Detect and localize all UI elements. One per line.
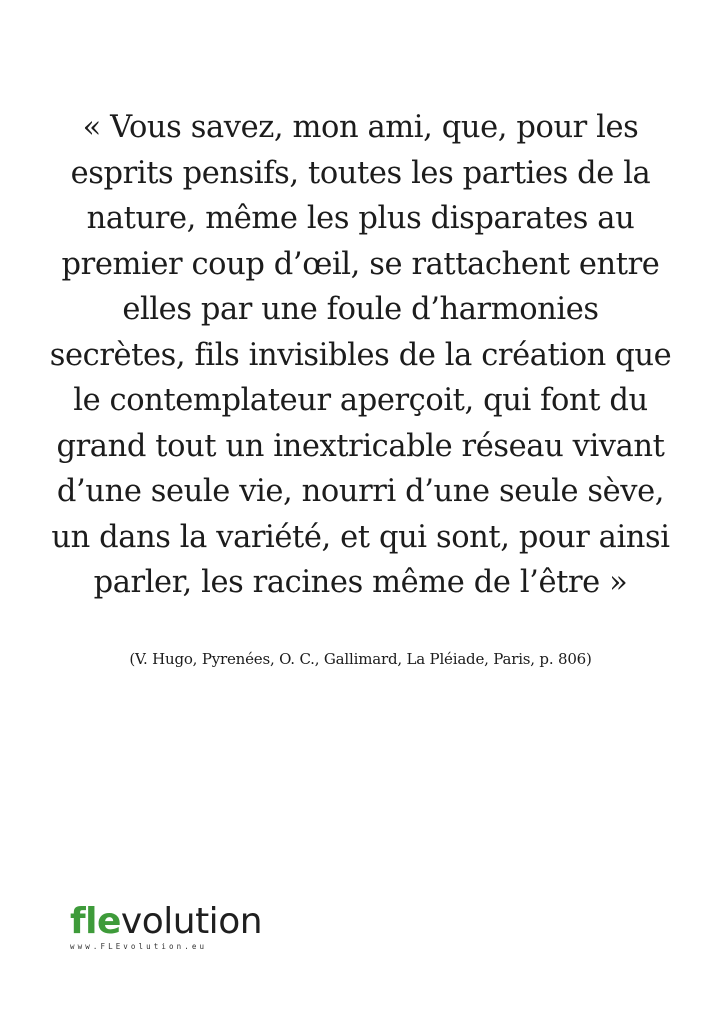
logo-suffix: volution <box>120 901 263 942</box>
quote-line: esprits pensifs, toutes les parties de la <box>70 155 651 191</box>
quote-line: « Vous savez, mon ami, que, pour les <box>82 110 639 145</box>
quote-line: d’une seule vie, nourri d’une seule sève, <box>56 474 665 509</box>
quote-line: nature, même les plus disparates au <box>86 201 635 236</box>
quote-line: elles par une foule d’harmonies <box>122 292 599 327</box>
logo-url: www.FLEvolution.eu <box>70 942 208 951</box>
quote-text <box>40 105 681 606</box>
quote-line: un dans la variété, et qui sont, pour ainsi <box>51 519 670 555</box>
quote-line: grand tout un inextricable réseau vivant <box>56 428 665 464</box>
logo-prefix: fle <box>70 901 121 942</box>
quote-line: premier coup d’œil, se rattachent entre <box>61 246 660 282</box>
citation: (V. Hugo, Pyrenées, O. C., Gallimard, La Pléiade, Paris, p. 806) <box>129 650 592 668</box>
logo-wordmark <box>70 901 263 942</box>
quote-line: secrètes, fils invisibles de la création que <box>49 337 672 373</box>
quote-line: le contemplateur aperçoit, qui font du <box>73 383 648 418</box>
quote-line: parler, les racines même de l’être » <box>93 565 628 600</box>
flevolution-logo <box>70 901 263 951</box>
